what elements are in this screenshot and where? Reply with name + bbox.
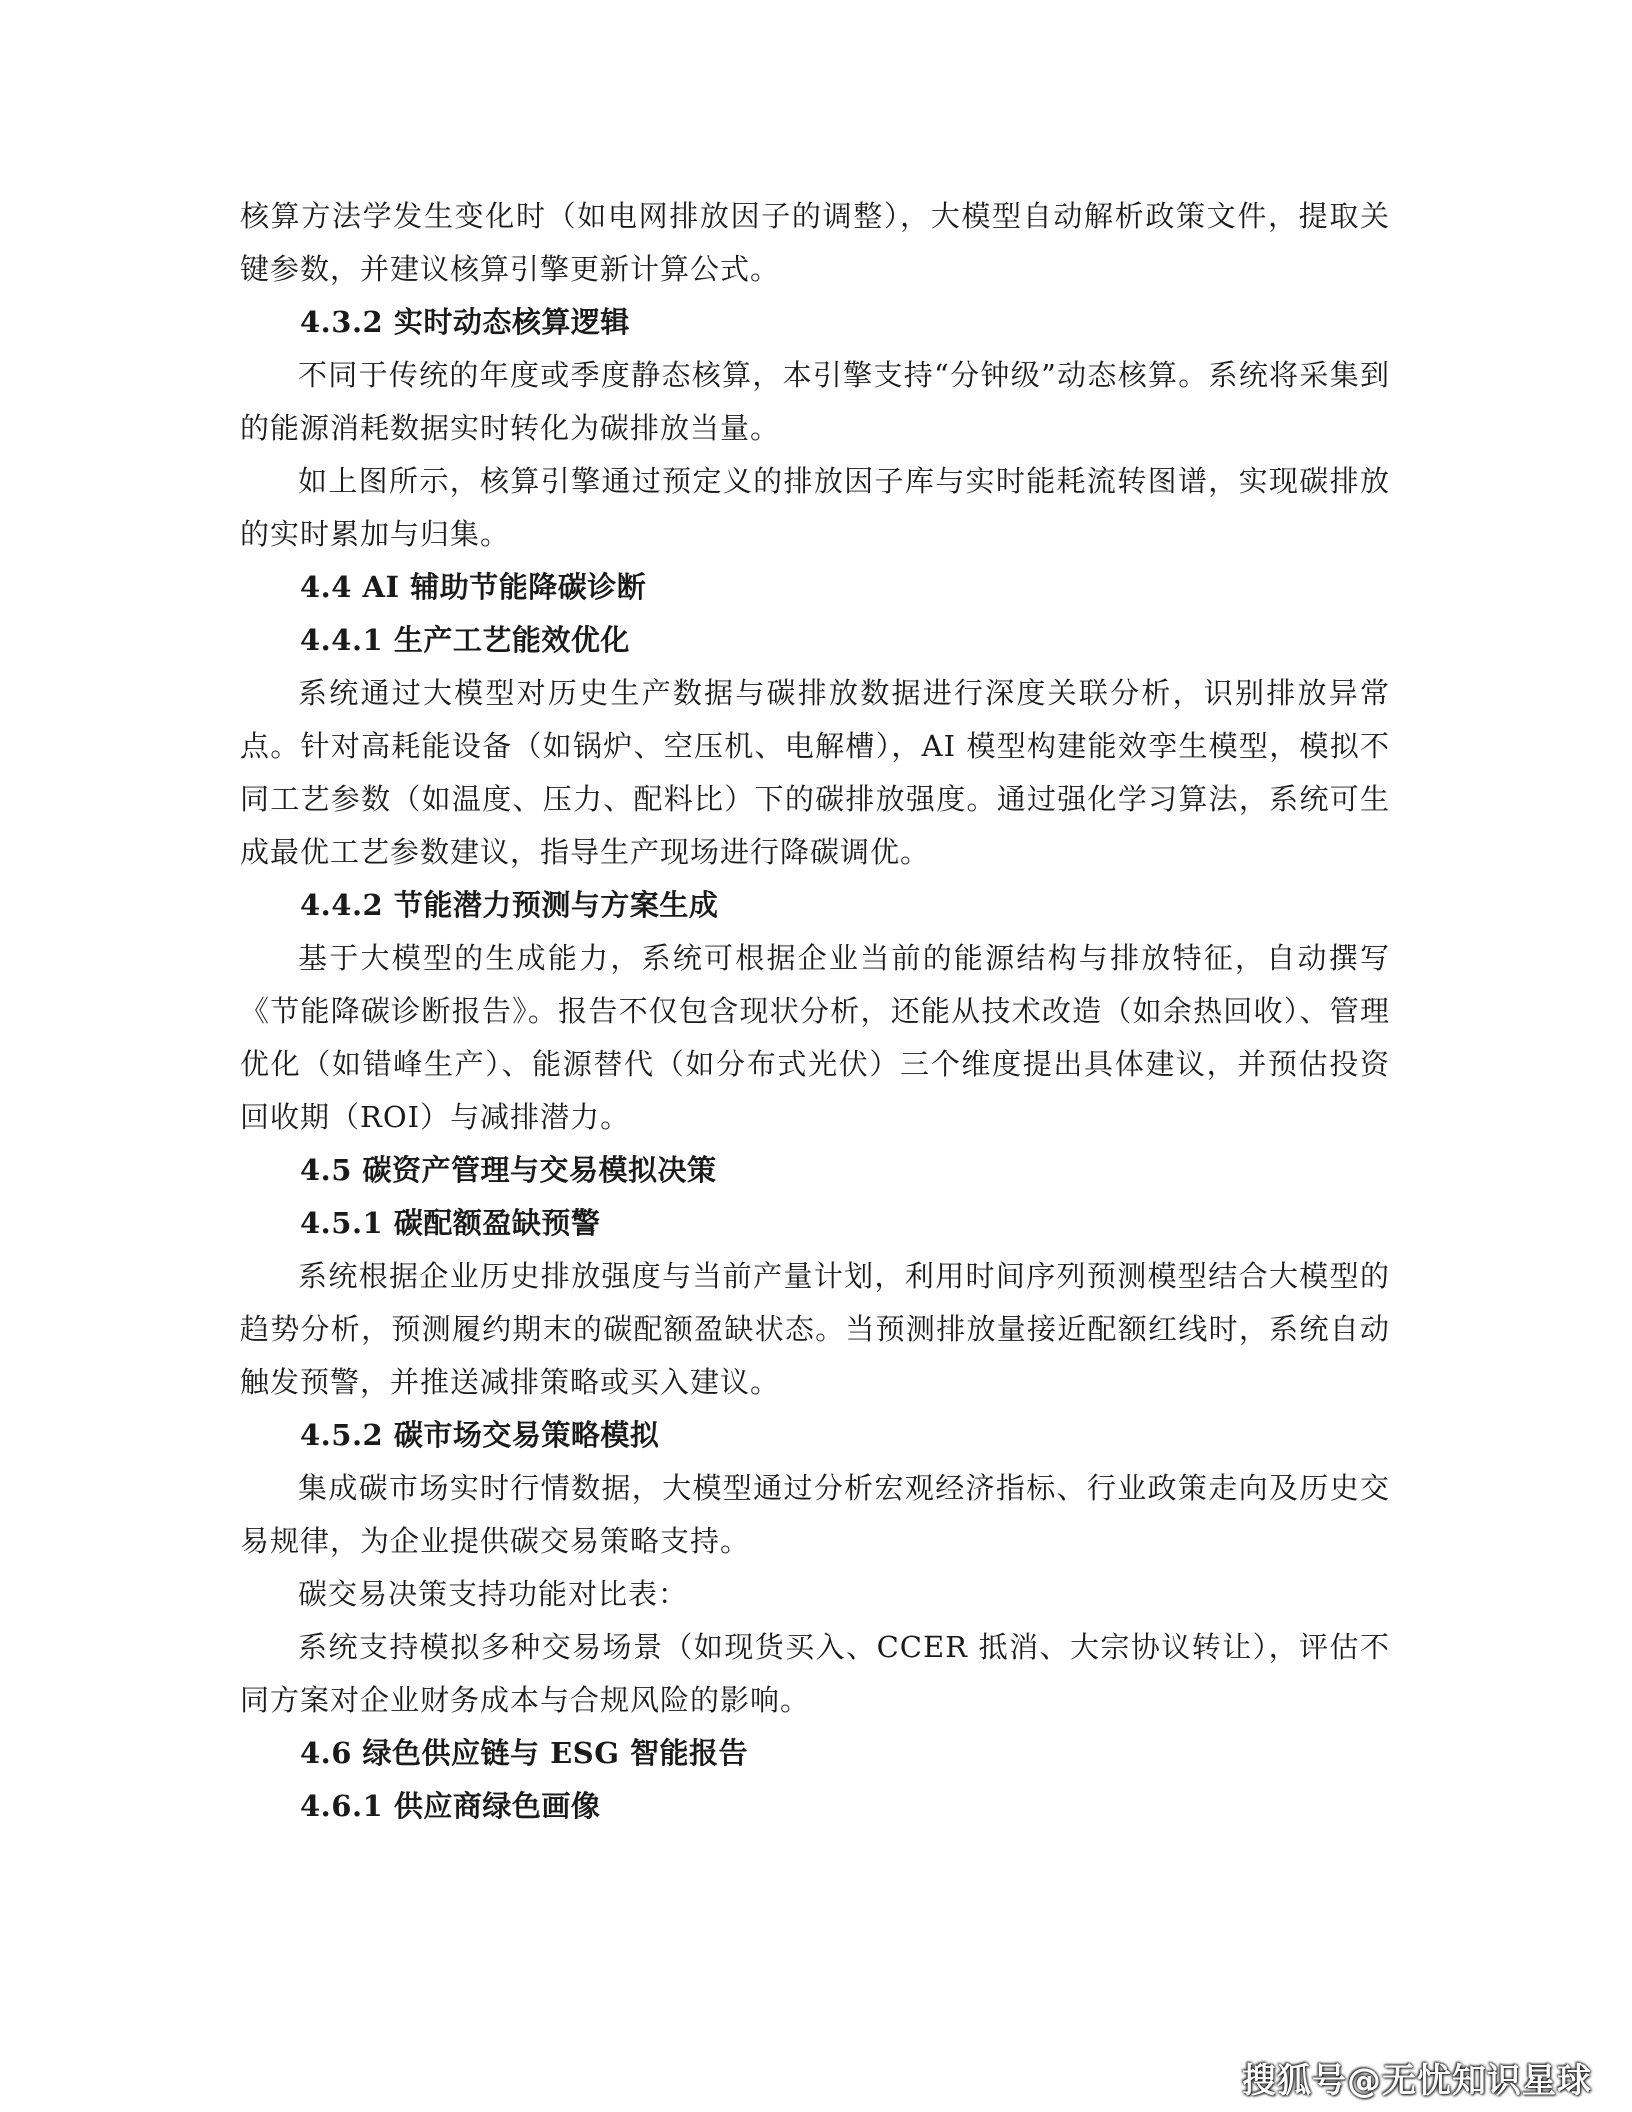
section-heading: 4.5 碳资产管理与交易模拟决策	[300, 1153, 717, 1187]
watermark-text: 搜狐号@无忧知识星球	[1242, 2061, 1592, 2101]
section-heading: 4.3.2 实时动态核算逻辑	[300, 305, 630, 339]
paragraph: 如上图所示，核算引擎通过预定义的排放因子库与实时能耗流转图谱，实现碳排放的实时累加与归集。	[240, 464, 1390, 551]
section-heading: 4.5.1 碳配额盈缺预警	[300, 1206, 601, 1240]
section-heading: 4.4.2 节能潜力预测与方案生成	[300, 888, 719, 922]
paragraph: 系统通过大模型对历史生产数据与碳排放数据进行深度关联分析，识别排放异常点。针对高耗能设备（如锅炉、空压机、电解槽），AI 模型构建能效孪生模型，模拟不同工艺参数（如温度、压力、配料比）下的碳排放强度。通过强化学习算法，系统可生成最优工艺参数建议，指导生产现场进行降碳调优。	[240, 676, 1390, 869]
document-page	[240, 190, 1390, 1833]
paragraph: 不同于传统的年度或季度静态核算，本引擎支持“分钟级”动态核算。系统将采集到的能源消耗数据实时转化为碳排放当量。	[240, 358, 1390, 445]
paragraph: 系统根据企业历史排放强度与当前产量计划，利用时间序列预测模型结合大模型的趋势分析，预测履约期末的碳配额盈缺状态。当预测排放量接近配额红线时，系统自动触发预警，并推送减排策略或买入建议。	[240, 1259, 1390, 1399]
section-heading: 4.5.2 碳市场交易策略模拟	[300, 1418, 660, 1452]
section-heading: 4.4.1 生产工艺能效优化	[300, 623, 630, 657]
paragraph: 集成碳市场实时行情数据，大模型通过分析宏观经济指标、行业政策走向及历史交易规律，为企业提供碳交易策略支持。	[240, 1471, 1390, 1558]
paragraph: 基于大模型的生成能力，系统可根据企业当前的能源结构与排放特征，自动撰写《节能降碳诊断报告》。报告不仅包含现状分析，还能从技术改造（如余热回收）、管理优化（如错峰生产）、能源替代（如分布式光伏）三个维度提出具体建议，并预估投资回收期（ROI）与减排潜力。	[240, 941, 1390, 1134]
section-heading: 4.4 AI 辅助节能降碳诊断	[300, 570, 647, 604]
section-heading: 4.6.1 供应商绿色画像	[300, 1789, 601, 1823]
paragraph: 系统支持模拟多种交易场景（如现货买入、CCER 抵消、大宗协议转让），评估不同方案对企业财务成本与合规风险的影响。	[240, 1630, 1390, 1717]
section-heading: 4.6 绿色供应链与 ESG 智能报告	[300, 1736, 749, 1770]
paragraph: 核算方法学发生变化时（如电网排放因子的调整），大模型自动解析政策文件，提取关键参数，并建议核算引擎更新计算公式。	[240, 199, 1390, 286]
paragraph: 碳交易决策支持功能对比表：	[298, 1577, 689, 1611]
